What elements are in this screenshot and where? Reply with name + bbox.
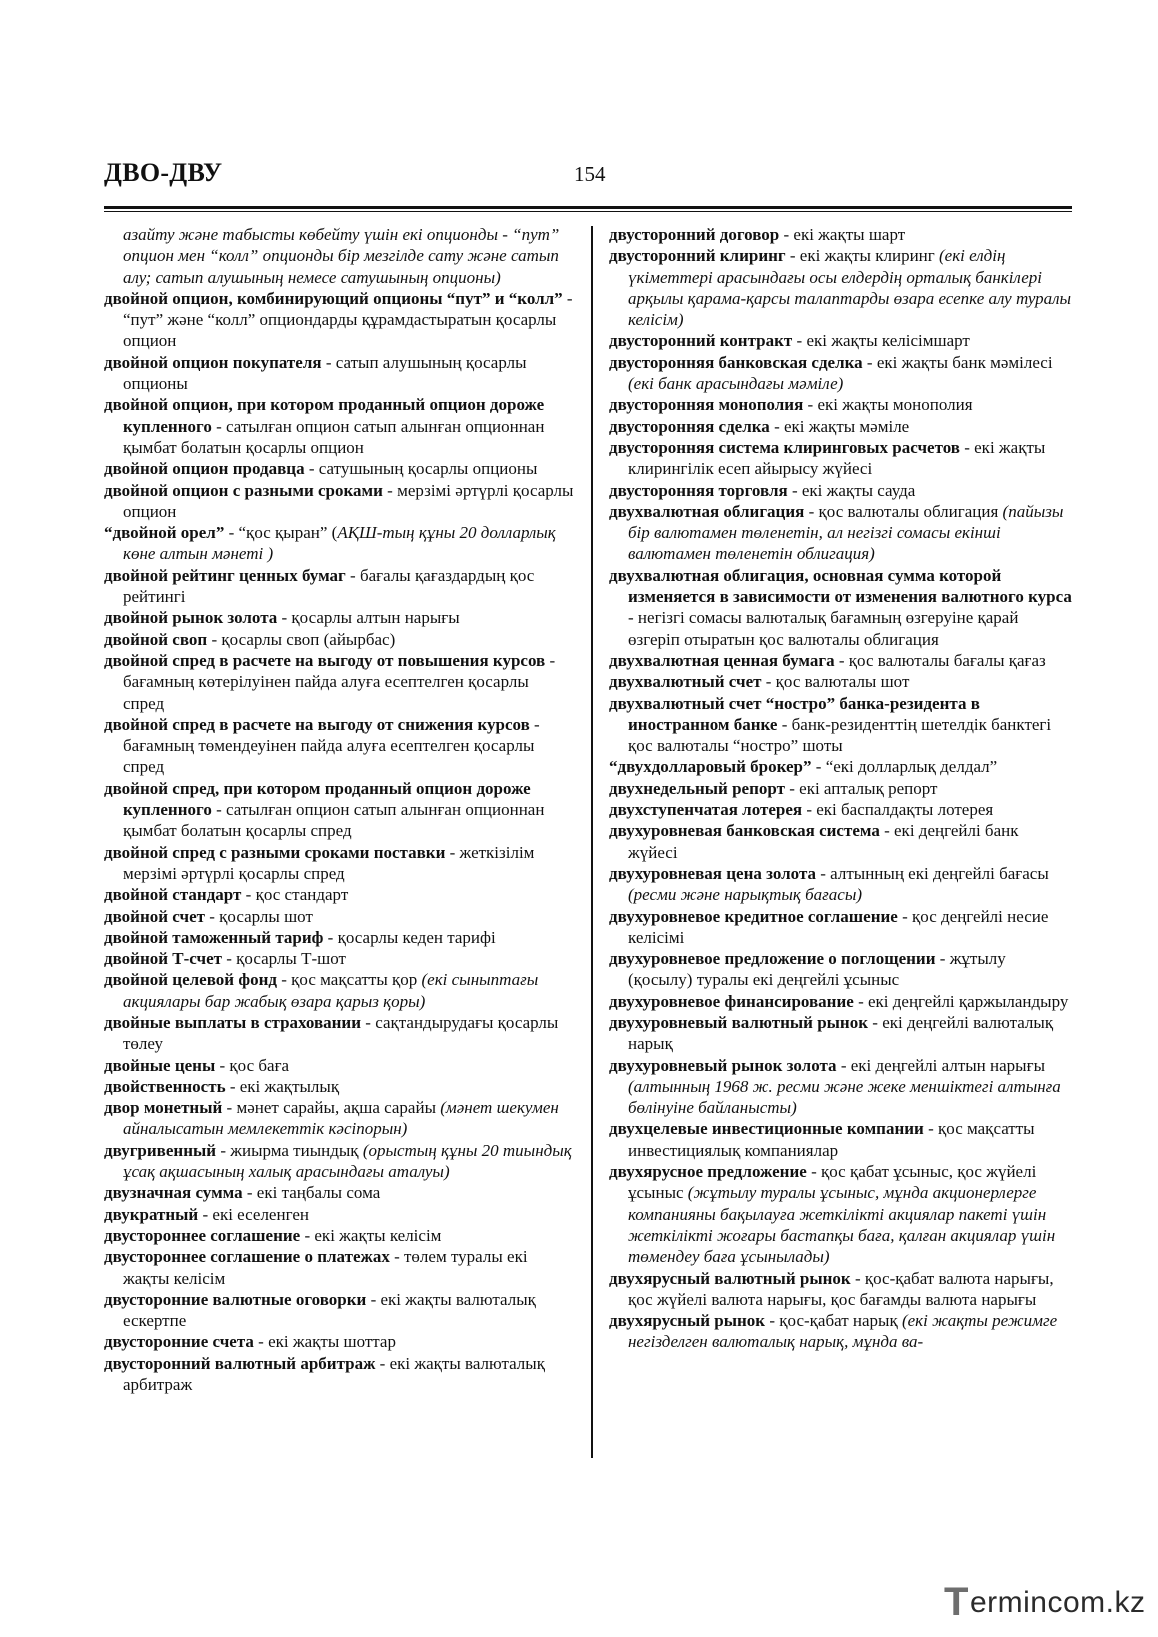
entry-term: двухуровневое предложение о поглощении bbox=[609, 949, 936, 969]
entry-term: двойной опцион продавца bbox=[104, 459, 305, 479]
dictionary-entry bbox=[104, 1055, 574, 1076]
entry-definition: қос валюталы бағалы қағаз bbox=[848, 650, 1046, 670]
entry-separator: - bbox=[304, 459, 319, 479]
entry-term: двойной спред, при котором проданный опцион дороже купленного bbox=[104, 778, 531, 820]
entry-term: двойной Т-счет bbox=[104, 949, 222, 969]
entry-term: двойные цены bbox=[104, 1055, 216, 1075]
dictionary-entry bbox=[104, 522, 574, 565]
entry-definition: екі жақты мәміле bbox=[783, 416, 910, 436]
dictionary-entry bbox=[609, 1268, 1072, 1311]
dictionary-entry bbox=[609, 437, 1072, 480]
entry-term: двухвалютная ценная бумага bbox=[609, 650, 835, 670]
dictionary-entry bbox=[104, 1012, 574, 1055]
column-divider bbox=[591, 226, 593, 1458]
entry-separator: - bbox=[375, 1353, 390, 1373]
dictionary-entry bbox=[104, 650, 574, 714]
entry-term: “двойной орел” bbox=[104, 523, 225, 543]
entry-separator: - bbox=[211, 416, 226, 436]
dictionary-entry bbox=[104, 1140, 574, 1183]
entry-term: двухярусный рынок bbox=[609, 1311, 766, 1331]
entry-definition: екі жақты шарт bbox=[793, 225, 906, 244]
entry-definition: қос мақсатты инвестициялық компаниялар bbox=[628, 1119, 1035, 1160]
entry-definition: жұтылу (қосылу) туралы екі деңгейлі ұсыныс bbox=[628, 949, 1006, 990]
entry-separator: - bbox=[792, 331, 807, 351]
entry-definition: екі жақты валюталық ескертпе bbox=[123, 1289, 536, 1331]
entry-definition: екі жақты келісім bbox=[314, 1225, 442, 1245]
dictionary-entry bbox=[104, 1225, 574, 1246]
dictionary-entry bbox=[609, 671, 1072, 692]
entry-term: двухуровневое финансирование bbox=[609, 991, 854, 1011]
entry-note: (екі жақты режимге негізделген валюталық нарық, мұнда ва- bbox=[628, 1311, 1058, 1352]
entry-term: двусторонний контракт bbox=[609, 331, 793, 351]
entry-definition: төлем туралы екі жақты келісім bbox=[123, 1247, 528, 1288]
entry-definition: алтынның екі деңгейлі бағасы bbox=[830, 863, 1049, 883]
entry-separator: - bbox=[211, 800, 226, 820]
entry-term: двухуровневый рынок золота bbox=[609, 1055, 837, 1075]
entry-note: азайту және табысты көбейту үшін екі опционды - “пут” опцион мен “колл” опционды бір мезгілде сату және сатып алу; сатып алушының немесе сатушының опционы) bbox=[123, 225, 560, 287]
entry-term: двухвалютная облигация, основная сумма которой изменяется в зависимости от изменения валютного курса bbox=[609, 565, 1072, 607]
entry-definition: сақтандырудағы қосарлы төлеу bbox=[123, 1012, 559, 1054]
entry-separator: - bbox=[345, 565, 360, 585]
entry-term: двухярусное предложение bbox=[609, 1162, 807, 1182]
entry-separator: - bbox=[207, 629, 222, 649]
header-rule-thin bbox=[104, 211, 1072, 212]
entry-term: двойной спред в расчете на выгоду от повышения курсов bbox=[104, 650, 546, 670]
dictionary-entry bbox=[104, 906, 574, 927]
entry-separator: - bbox=[784, 778, 800, 798]
entry-separator: - bbox=[205, 906, 220, 926]
entry-term: двойной счет bbox=[104, 906, 205, 926]
entry-definition: “қос қыран” ( bbox=[238, 523, 338, 543]
entry-separator: - bbox=[198, 1204, 213, 1224]
entry-term: двухвалютная облигация bbox=[609, 501, 805, 521]
dictionary-entry bbox=[609, 863, 1072, 906]
entry-term: “двухдолларовый брокер” bbox=[609, 757, 812, 777]
entry-definition: жиырма тиындық bbox=[230, 1140, 363, 1160]
entry-term: двукратный bbox=[104, 1204, 199, 1224]
entry-definition: сатушының қосарлы опционы bbox=[318, 459, 538, 479]
dictionary-entry bbox=[104, 607, 574, 628]
entry-term: двойной таможенный тариф bbox=[104, 927, 324, 947]
entry-term: двусторонние валютные оговорки bbox=[104, 1289, 367, 1309]
entry-definition: негізгі сомасы валюталық бағамның өзгеруіне қарай өзгеріп отыратын қос валюталы облигация bbox=[628, 608, 1019, 649]
entry-separator: - bbox=[216, 1140, 231, 1160]
entry-separator: - bbox=[628, 608, 638, 628]
entry-definition: мерзімі әртүрлі қосарлы опцион bbox=[123, 480, 574, 521]
dictionary-entry bbox=[609, 693, 1072, 757]
entry-separator: - bbox=[545, 650, 556, 670]
entry-separator: - bbox=[323, 927, 338, 947]
entry-separator: - bbox=[242, 1183, 257, 1203]
dictionary-entry bbox=[609, 245, 1072, 330]
entry-definition: екі еселенген bbox=[212, 1204, 309, 1224]
entry-term: двусторонняя монополия bbox=[609, 395, 804, 415]
entry-term: двусторонняя система клиринговых расчетов bbox=[609, 437, 960, 457]
entry-definition: жеткізілім мерзімі әртүрлі қосарлы спред bbox=[123, 842, 535, 883]
dictionary-entry bbox=[609, 1161, 1072, 1267]
dictionary-entry bbox=[104, 629, 574, 650]
dictionary-entry bbox=[104, 1204, 574, 1225]
entry-separator: - bbox=[277, 970, 292, 990]
dictionary-entry bbox=[104, 714, 574, 778]
entry-definition: қос-қабат нарық bbox=[779, 1311, 902, 1331]
dictionary-entry bbox=[609, 565, 1072, 650]
watermark-text: ermincom.kz bbox=[969, 1586, 1146, 1619]
entry-separator: - bbox=[765, 1311, 780, 1331]
entry-separator: - bbox=[769, 416, 784, 436]
entry-term: двойной спред с разными сроками поставки bbox=[104, 842, 446, 862]
entry-note: (алтынның 1968 ж. ресми және жеке меншіктегі алтынға бөлінуіне байланысты) bbox=[628, 1076, 1061, 1118]
entry-separator: - bbox=[382, 480, 398, 500]
dictionary-entry bbox=[104, 842, 574, 885]
entry-definition: екі деңгейлі алтын нарығы bbox=[850, 1055, 1045, 1075]
dictionary-entry bbox=[104, 948, 574, 969]
entry-term: двустороннее соглашение bbox=[104, 1225, 301, 1245]
dictionary-entry bbox=[609, 799, 1072, 820]
entry-term: двухуровневый валютный рынок bbox=[609, 1012, 869, 1032]
entry-definition: екі жақты монополия bbox=[817, 395, 973, 415]
entry-separator: - bbox=[935, 949, 950, 969]
entry-definition: қосарлы Т-шот bbox=[236, 949, 346, 969]
entry-separator: - bbox=[802, 800, 817, 820]
dictionary-entry bbox=[609, 991, 1072, 1012]
entry-term: двухуровневое кредитное соглашение bbox=[609, 906, 898, 926]
dictionary-entry bbox=[609, 948, 1072, 991]
dictionary-entry bbox=[104, 1353, 574, 1396]
entry-definition: екі жақты клирингілік есеп айырысу жүйесі bbox=[628, 437, 1046, 479]
entry-separator: - bbox=[836, 1055, 851, 1075]
entry-separator: - bbox=[785, 246, 800, 266]
dictionary-entry bbox=[609, 820, 1072, 863]
entry-separator: - bbox=[879, 821, 895, 841]
entry-separator: - bbox=[779, 225, 794, 244]
entry-term: двузначная сумма bbox=[104, 1183, 243, 1203]
dictionary-entry bbox=[104, 1289, 574, 1332]
entry-separator: - bbox=[445, 842, 460, 862]
entry-separator: - bbox=[862, 352, 877, 372]
dictionary-entry bbox=[104, 224, 574, 288]
dictionary-entry bbox=[609, 330, 1072, 351]
site-watermark bbox=[944, 1580, 1145, 1625]
entry-term: двухступенчатая лотерея bbox=[609, 800, 803, 820]
dictionary-entry bbox=[609, 1012, 1072, 1055]
entry-definition: қос валюталы шот bbox=[775, 672, 910, 692]
entry-definition: екі жақты шоттар bbox=[268, 1332, 396, 1352]
dictionary-entry bbox=[104, 1182, 574, 1203]
dictionary-entry bbox=[104, 778, 574, 842]
entry-term: двойной спред в расчете на выгоду от снижения курсов bbox=[104, 714, 530, 734]
entry-definition: бағалы қағаздардың қос рейтингі bbox=[123, 565, 535, 607]
entry-definition: бағамның көтерілуінен пайда алуға есептелген қосарлы спред bbox=[123, 672, 529, 713]
dictionary-entry bbox=[104, 458, 574, 479]
entry-definition: екі жақты сауда bbox=[801, 480, 916, 500]
entry-separator: - bbox=[225, 1076, 240, 1096]
dictionary-entry bbox=[104, 480, 574, 523]
entry-separator: - bbox=[850, 1268, 865, 1288]
entry-separator: - bbox=[321, 352, 336, 372]
entry-separator: - bbox=[222, 949, 237, 969]
entry-separator: - bbox=[803, 395, 818, 415]
entry-term: двухцелевые инвестиционные компании bbox=[609, 1119, 924, 1139]
entry-definition: қосарлы шот bbox=[219, 906, 313, 926]
entry-term: двугривенный bbox=[104, 1140, 217, 1160]
dictionary-entry bbox=[609, 224, 1072, 245]
entry-note: (пайызы бір валютамен төленетін, ал негізгі сомасы екінші валютамен төленетін облигация) bbox=[628, 501, 1064, 564]
dictionary-entry bbox=[104, 1246, 574, 1289]
entry-note: (екі елдің үкіметтері арасындағы осы елдердің орталық банкілері арқылы қарама-қарсы талаптарды өзара есепке алу туралы келісім) bbox=[628, 246, 1072, 330]
entry-separator: - bbox=[923, 1119, 939, 1139]
dictionary-entry bbox=[609, 906, 1072, 949]
entry-note: (орыстың құны 20 тиындық ұсақ ақшасының халық арасындағы аталуы) bbox=[123, 1140, 572, 1182]
entry-note: (жұтылу туралы ұсыныс, мұнда акционерлерге компанияны бақылауға жеткілікті акциялар пакеті үшін жеткілікті жоғары бастапқы баға, қалған акциялар үшін төмендеу баға ұсынылады) bbox=[628, 1183, 1056, 1267]
entry-definition: екі деңгейлі қаржыландыру bbox=[867, 991, 1069, 1011]
dictionary-entry bbox=[104, 1076, 574, 1097]
entry-term: двухуровневая цена золота bbox=[609, 863, 816, 883]
entry-separator: - bbox=[224, 523, 239, 543]
entry-separator: - bbox=[761, 672, 776, 692]
entry-term: двор монетный bbox=[104, 1098, 223, 1118]
entry-term: двустороннее соглашение о платежах bbox=[104, 1247, 390, 1267]
entry-term: двусторонний валютный арбитраж bbox=[104, 1353, 376, 1373]
entry-note: (екі сыныптағы акциялары бар жабық өзара қарыз қоры) bbox=[123, 970, 539, 1011]
dictionary-entry bbox=[104, 1097, 574, 1140]
entry-separator: - bbox=[222, 1098, 237, 1118]
dictionary-entry bbox=[609, 756, 1072, 777]
entry-definition: “екі долларлық делдал” bbox=[825, 757, 998, 777]
entry-definition: қосарлы кеден тарифі bbox=[337, 927, 496, 947]
entry-separator: - bbox=[777, 714, 792, 734]
entry-separator: - bbox=[868, 1012, 883, 1032]
entry-definition: екі жақты валюталық арбитраж bbox=[123, 1353, 545, 1395]
entry-definition: екі баспалдақты лотерея bbox=[816, 800, 994, 820]
dictionary-entry bbox=[609, 501, 1072, 565]
entry-term: двойной опцион покупателя bbox=[104, 352, 322, 372]
entry-term: двойной целевой фонд bbox=[104, 970, 277, 990]
entry-note: (мәнет шекумен айналысатын мемлекеттік кәсіпорын) bbox=[123, 1098, 559, 1139]
page-number: 154 bbox=[574, 162, 606, 186]
dictionary-entry bbox=[609, 778, 1072, 799]
entry-definition: қос стандарт bbox=[255, 885, 349, 905]
entry-definition: екі таңбалы сома bbox=[256, 1183, 381, 1203]
entry-definition: қос валюталы облигация bbox=[818, 501, 1003, 521]
entry-definition: бағамның төмендеуінен пайда алуға есептелген қосарлы спред bbox=[123, 736, 535, 777]
dictionary-entry bbox=[609, 650, 1072, 671]
entry-definition: қос мақсатты қор bbox=[291, 970, 422, 990]
entry-definition: қос қабат ұсыныс, қос жүйелі ұсыныс bbox=[628, 1162, 1037, 1203]
entry-separator: - bbox=[389, 1247, 404, 1267]
entry-definition: екі деңгейлі валюталық нарық bbox=[628, 1012, 1054, 1054]
dictionary-entry bbox=[104, 352, 574, 395]
entry-definition: мәнет сарайы, ақша сарайы bbox=[236, 1098, 441, 1118]
entry-separator: - bbox=[811, 757, 826, 777]
entry-separator: - bbox=[562, 288, 573, 308]
entry-term: двусторонние счета bbox=[104, 1332, 254, 1352]
left-column bbox=[104, 224, 574, 1395]
entry-separator: - bbox=[215, 1055, 230, 1075]
dictionary-entry bbox=[104, 969, 574, 1012]
entry-term: двусторонняя банковская сделка bbox=[609, 352, 863, 372]
entry-term: двухярусный валютный рынок bbox=[609, 1268, 851, 1288]
entry-term: двухнедельный репорт bbox=[609, 778, 785, 798]
entry-definition: сатып алушының қосарлы опционы bbox=[123, 352, 527, 394]
entry-definition: қосарлы своп (айырбас) bbox=[221, 629, 396, 649]
entry-term: двусторонняя торговля bbox=[609, 480, 788, 500]
entry-definition: сатылған опцион сатып алынған опционнан қымбат болатын қосарлы спред bbox=[123, 800, 545, 841]
entry-separator: - bbox=[366, 1289, 381, 1309]
entry-separator: - bbox=[834, 650, 849, 670]
dictionary-entry bbox=[609, 480, 1072, 501]
watermark-logo-mark: T bbox=[944, 1580, 969, 1624]
entry-definition: қос баға bbox=[229, 1055, 290, 1075]
dictionary-entry bbox=[609, 352, 1072, 395]
entry-separator: - bbox=[804, 501, 819, 521]
entry-separator: - bbox=[241, 885, 256, 905]
entry-term: двухвалютный счет bbox=[609, 672, 762, 692]
entry-separator: - bbox=[806, 1162, 821, 1182]
entry-separator: - bbox=[897, 906, 913, 926]
entry-term: двусторонний договор bbox=[609, 225, 780, 244]
entry-definition: банк-резиденттің шетелдік банктегі қос валюталы “ностро” шоты bbox=[628, 714, 1052, 756]
dictionary-entry bbox=[609, 1118, 1072, 1161]
entry-separator: - bbox=[529, 714, 540, 734]
dictionary-entry bbox=[104, 927, 574, 948]
entry-term: двойной опцион, комбинирующий опционы “пут” и “колл” bbox=[104, 288, 563, 308]
entry-term: двойной опцион с разными сроками bbox=[104, 480, 383, 500]
dictionary-entry bbox=[104, 288, 574, 352]
dictionary-entry bbox=[104, 565, 574, 608]
entry-term: двойной стандарт bbox=[104, 885, 242, 905]
dictionary-entry bbox=[609, 416, 1072, 437]
entry-definition: екі жақты келісімшарт bbox=[806, 331, 970, 351]
entry-term: двухвалютный счет “ностро” банка-резидента в иностранном банке bbox=[609, 693, 980, 734]
header-rule bbox=[104, 206, 1072, 209]
dictionary-entry bbox=[104, 884, 574, 905]
entry-definition: қосарлы алтын нарығы bbox=[291, 608, 460, 628]
dictionary-entry bbox=[609, 1055, 1072, 1119]
dictionary-entry bbox=[609, 394, 1072, 415]
entry-definition: екі апталық репорт bbox=[799, 778, 938, 798]
right-column bbox=[609, 224, 1072, 1353]
entry-term: двойной своп bbox=[104, 629, 208, 649]
entry-term: двойной рейтинг ценных бумаг bbox=[104, 565, 346, 585]
dictionary-entry bbox=[104, 1331, 574, 1352]
entry-term: двусторонний клиринг bbox=[609, 246, 786, 266]
entry-definition: екі деңгейлі банк жүйесі bbox=[628, 821, 1019, 862]
entry-note: (ресми және нарықтық бағасы) bbox=[628, 885, 863, 905]
entry-term: двойной рынок золота bbox=[104, 608, 278, 628]
entry-definition: “пут” және “колл” опциондарды құрамдастыратын қосарлы опцион bbox=[123, 310, 557, 351]
entry-separator: - bbox=[959, 437, 975, 457]
entry-term: двусторонняя сделка bbox=[609, 416, 770, 436]
entry-separator: - bbox=[816, 863, 831, 883]
entry-separator: - bbox=[253, 1332, 269, 1352]
page-header-title: ДВО-ДВУ bbox=[104, 158, 223, 187]
entry-definition: екі жақты банк мәмілесі bbox=[876, 352, 1053, 372]
entry-definition: қос-қабат валюта нарығы, қос жүйелі валюта нарығы, қос бағамды валюта нарығы bbox=[628, 1268, 1054, 1309]
entry-term: двухуровневая банковская система bbox=[609, 821, 880, 841]
entry-separator: - bbox=[277, 608, 292, 628]
entry-note: АҚШ-тың құны 20 долларлық көне алтын мәнеті ) bbox=[123, 523, 556, 564]
dictionary-entry bbox=[609, 1310, 1072, 1353]
entry-definition: екі жақтылық bbox=[239, 1076, 340, 1096]
entry-separator: - bbox=[853, 991, 868, 1011]
entry-note: (екі банк арасындағы мәміле) bbox=[628, 374, 844, 394]
entry-separator: - bbox=[361, 1012, 376, 1032]
entry-definition: екі жақты клиринг bbox=[799, 246, 939, 266]
entry-definition: сатылған опцион сатып алынған опционнан қымбат болатын қосарлы опцион bbox=[123, 416, 545, 457]
entry-separator: - bbox=[787, 480, 802, 500]
entry-term: двойной опцион, при котором проданный опцион дороже купленного bbox=[104, 395, 545, 436]
entry-definition: қос деңгейлі несие келісімі bbox=[628, 906, 1049, 947]
dictionary-entry bbox=[104, 394, 574, 458]
entry-term: двойные выплаты в страховании bbox=[104, 1012, 362, 1032]
entry-separator: - bbox=[300, 1225, 315, 1245]
entry-term: двойственность bbox=[104, 1076, 226, 1096]
